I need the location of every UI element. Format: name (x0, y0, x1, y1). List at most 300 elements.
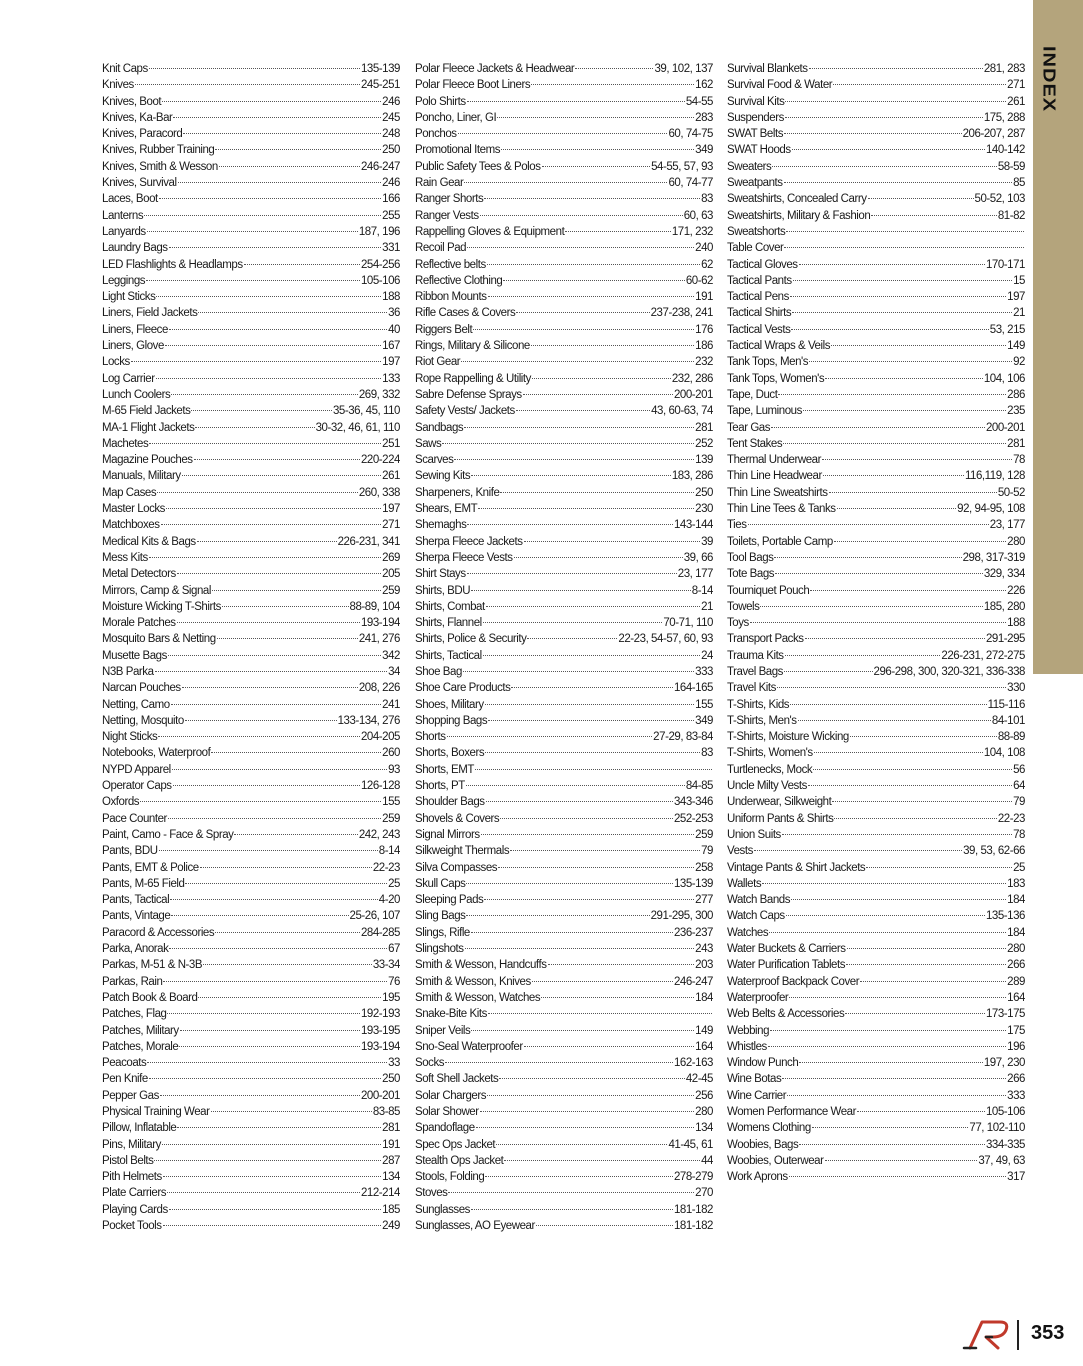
index-pages: 205 (382, 568, 400, 581)
index-entry (102, 908, 400, 924)
dot-leader (471, 475, 671, 476)
index-term: Mess Kits (102, 551, 148, 564)
index-entry (727, 517, 1025, 533)
dot-leader (834, 541, 1006, 542)
dot-leader (448, 1192, 694, 1193)
index-term: Pants, Vintage (102, 910, 171, 923)
index-entry (415, 1169, 713, 1185)
dot-leader (461, 361, 694, 362)
index-entry (102, 941, 400, 957)
index-entry (727, 126, 1025, 142)
index-term: Sling Bags (415, 910, 466, 923)
dot-leader (171, 394, 358, 395)
dot-leader (497, 117, 694, 118)
index-pages: 246 (382, 177, 400, 190)
dot-leader (163, 1225, 382, 1226)
dot-leader (197, 541, 337, 542)
index-entry (415, 762, 713, 778)
index-entry (727, 420, 1025, 436)
index-term: Shoe Bag (415, 665, 462, 678)
index-pages: 266 (1007, 959, 1025, 972)
index-pages: 164 (1007, 991, 1025, 1004)
index-pages: 291-295, 300 (650, 910, 713, 923)
dot-leader (760, 606, 982, 607)
index-pages: 298, 317-319 (962, 551, 1025, 564)
index-pages: 242, 243 (358, 828, 400, 841)
dot-leader (467, 101, 685, 102)
index-term: NYPD Apparel (102, 763, 171, 776)
index-pages: 79 (701, 845, 713, 858)
index-pages: 67 (388, 943, 400, 956)
dot-leader (131, 361, 381, 362)
index-term: Turtlenecks, Mock (727, 763, 813, 776)
dot-leader (857, 1111, 985, 1112)
index-entry (727, 338, 1025, 354)
index-entry (102, 240, 400, 256)
dot-leader (511, 687, 672, 688)
dot-leader (194, 459, 360, 460)
dot-leader (483, 622, 663, 623)
index-term: Light Sticks (102, 291, 156, 304)
index-pages: 333 (695, 665, 713, 678)
index-term: Shirts, Combat (415, 600, 485, 613)
index-entry (727, 778, 1025, 794)
dot-leader (177, 573, 381, 574)
index-entry (727, 436, 1025, 452)
index-pages: 70-71, 110 (663, 617, 713, 630)
dot-leader (501, 149, 694, 150)
index-entry (102, 762, 400, 778)
index-term: Towels (727, 600, 760, 613)
index-entry (727, 550, 1025, 566)
index-term: Tactical Gloves (727, 258, 798, 271)
dot-leader (157, 492, 358, 493)
index-term: MA-1 Flight Jackets (102, 421, 195, 434)
index-term: Knives, Boot (102, 95, 162, 108)
index-entry (102, 957, 400, 973)
index-term: Shorts (415, 731, 446, 744)
index-pages: 22-23 (372, 861, 400, 874)
index-pages: 50-52 (997, 486, 1025, 499)
dot-leader (159, 850, 378, 851)
index-term: Survival Kits (727, 95, 785, 108)
index-pages: 83-85 (372, 1106, 400, 1118)
index-term: Ponchos (415, 128, 457, 141)
index-term: Tear Gas (727, 421, 771, 434)
index-entry (727, 534, 1025, 550)
dot-leader (203, 964, 372, 965)
dot-leader (769, 932, 1006, 933)
index-entry (727, 762, 1025, 778)
dot-leader (185, 720, 337, 721)
index-entry (102, 1218, 400, 1234)
index-term: Sunglasses, AO Eyewear (415, 1220, 535, 1233)
index-entry (415, 436, 713, 452)
index-column-1 (102, 61, 400, 1234)
index-term: Sherpa Fleece Jackets (415, 535, 523, 548)
index-pages: 280 (695, 1106, 713, 1118)
index-term: Parkas, Rain (102, 975, 163, 988)
dot-leader (803, 410, 1006, 411)
dot-leader (483, 655, 700, 656)
index-term: Thin Line Tees & Tanks (727, 503, 836, 516)
index-term: Lanterns (102, 209, 144, 222)
index-entry (102, 1071, 400, 1087)
index-entry (415, 468, 713, 484)
index-term: Locks (102, 356, 130, 369)
index-pages: 243 (695, 943, 713, 956)
index-pages: 34 (388, 665, 400, 678)
dot-leader (480, 215, 683, 216)
dot-leader (770, 1030, 1006, 1031)
dot-leader (831, 345, 1006, 346)
index-pages: 22-23, 54-57, 60, 93 (618, 633, 713, 646)
dot-leader (475, 769, 712, 770)
index-pages: 286 (1007, 388, 1025, 401)
dot-leader (465, 948, 695, 949)
dot-leader (160, 1095, 360, 1096)
index-pages: 164 (695, 1040, 713, 1053)
index-entry (415, 77, 713, 93)
index-term: Watches (727, 926, 769, 939)
index-pages: 181-182 (673, 1203, 713, 1216)
index-term: Knives, Rubber Training (102, 144, 215, 157)
index-term: T-Shirts, Men's (727, 714, 797, 727)
index-term: Transport Packs (727, 633, 804, 646)
index-pages: 35-36, 45, 110 (332, 405, 400, 418)
dot-leader (510, 850, 700, 851)
index-entry (415, 697, 713, 713)
index-pages: 226 (1007, 584, 1025, 597)
dot-leader (445, 1062, 673, 1063)
index-term: Polo Shirts (415, 95, 466, 108)
index-entry (415, 876, 713, 892)
dot-leader (485, 1176, 673, 1177)
index-pages: 281 (1007, 437, 1025, 450)
index-entry (415, 224, 713, 240)
index-entry (415, 420, 713, 436)
index-term: T-Shirts, Women's (727, 747, 813, 760)
index-term: Sweatpants (727, 177, 783, 190)
dot-leader (784, 133, 962, 134)
index-entry (102, 794, 400, 810)
index-entry (727, 990, 1025, 1006)
index-entry (415, 990, 713, 1006)
index-entry (102, 224, 400, 240)
index-entry (102, 778, 400, 794)
index-pages: 245-251 (360, 79, 400, 92)
index-entry (727, 1169, 1025, 1185)
index-pages: 235 (1007, 405, 1025, 418)
index-term: Mosquito Bars & Netting (102, 633, 216, 646)
index-entry (727, 403, 1025, 419)
dot-leader (754, 850, 962, 851)
index-pages: 255 (382, 209, 400, 222)
dot-leader (868, 198, 974, 199)
index-entry (727, 1055, 1025, 1071)
index-term: Liners, Field Jackets (102, 307, 198, 320)
index-term: T-Shirts, Moisture Wicking (727, 731, 849, 744)
index-term: Pen Knife (102, 1073, 148, 1086)
index-term: Watch Caps (727, 910, 785, 923)
index-entry (415, 1137, 713, 1153)
dot-leader (847, 948, 1007, 949)
index-term: Rope Rappelling & Utility (415, 372, 531, 385)
index-pages: 22-23 (997, 812, 1025, 825)
index-term: Operator Caps (102, 780, 172, 793)
index-pages: 195 (382, 991, 400, 1004)
index-entry (727, 1104, 1025, 1120)
index-term: Ranger Vests (415, 209, 479, 222)
index-term: Mirrors, Camp & Signal (102, 584, 211, 597)
dot-leader (447, 736, 653, 737)
index-entry (727, 860, 1025, 876)
dot-leader (813, 769, 1012, 770)
index-entry (102, 990, 400, 1006)
index-term: Tactical Pants (727, 274, 792, 287)
index-term: Tape, Duct (727, 388, 778, 401)
index-pages: 76 (388, 975, 400, 988)
index-entry (727, 1071, 1025, 1087)
index-term: Watch Bands (727, 894, 791, 907)
index-term: Thin Line Sweatshirts (727, 486, 828, 499)
dot-leader (177, 622, 360, 623)
index-entry (102, 126, 400, 142)
dot-leader (532, 981, 673, 982)
dot-leader (182, 687, 358, 688)
index-term: SWAT Hoods (727, 144, 791, 157)
index-pages: 296-298, 300, 320-321, 336-338 (873, 665, 1025, 678)
index-entry (415, 1104, 713, 1120)
index-pages: 104, 108 (983, 747, 1025, 760)
index-entry (415, 1202, 713, 1218)
index-pages: 184 (695, 991, 713, 1004)
index-entry (415, 843, 713, 859)
index-entry (727, 354, 1025, 370)
dot-leader (846, 964, 1006, 965)
index-entry (415, 827, 713, 843)
index-entry (415, 615, 713, 631)
dot-leader (156, 296, 381, 297)
index-pages: 30-32, 46, 61, 110 (315, 421, 400, 434)
index-pages: 105-106 (985, 1106, 1025, 1118)
index-pages: 93 (388, 763, 400, 776)
dot-leader (496, 1144, 667, 1145)
dot-leader (217, 638, 358, 639)
dot-leader (467, 247, 694, 248)
index-term: Leggings (102, 274, 146, 287)
index-entry (415, 175, 713, 191)
index-term: Waterproof Backpack Cover (727, 975, 860, 988)
index-entry (415, 191, 713, 207)
dot-leader (173, 785, 360, 786)
dot-leader (158, 736, 360, 737)
dot-leader (155, 671, 388, 672)
dot-leader (524, 1046, 694, 1047)
index-term: Playing Cards (102, 1203, 168, 1216)
index-term: Smith & Wesson, Handcuffs (415, 959, 547, 972)
index-pages: 39, 66 (683, 551, 713, 564)
dot-leader (442, 443, 694, 444)
index-term: Shorts, Boxers (415, 747, 485, 760)
index-term: Slings, Rifle (415, 926, 470, 939)
index-term: Sweatshorts (727, 225, 786, 238)
index-term: Wine Botas (727, 1073, 782, 1086)
dot-leader (140, 801, 381, 802)
dot-leader (488, 1013, 712, 1014)
index-entry (102, 1120, 400, 1136)
index-pages: 149 (1007, 340, 1025, 353)
index-pages: 230 (695, 503, 713, 516)
index-pages: 250 (695, 486, 713, 499)
index-term: T-Shirts, Kids (727, 698, 790, 711)
dot-leader (211, 752, 381, 753)
index-entry (727, 680, 1025, 696)
index-pages: 251 (382, 437, 400, 450)
dot-leader (777, 687, 1006, 688)
index-pages: 134 (695, 1122, 713, 1135)
dot-leader (787, 1095, 1006, 1096)
index-pages: 289 (1007, 975, 1025, 988)
index-entry (415, 110, 713, 126)
index-entry (415, 941, 713, 957)
index-term: Water Buckets & Carriers (727, 943, 846, 956)
index-term: Sherpa Fleece Vests (415, 551, 513, 564)
index-entry (415, 61, 713, 77)
dot-leader (173, 117, 381, 118)
dot-leader (212, 590, 381, 591)
index-term: Wine Carrier (727, 1089, 787, 1102)
index-term: Knives, Paracord (102, 128, 183, 141)
index-pages: 41-45, 61 (668, 1138, 713, 1151)
index-term: Thermal Underwear (727, 454, 821, 467)
index-entry (727, 941, 1025, 957)
index-pages: 317 (1007, 1171, 1025, 1184)
index-entry (102, 371, 400, 387)
dot-leader (784, 182, 1012, 183)
dot-leader (171, 915, 348, 916)
index-pages: 37, 49, 63 (978, 1154, 1025, 1167)
dot-leader (167, 1013, 359, 1014)
index-entry (415, 550, 713, 566)
index-term: Pants, BDU (102, 845, 158, 858)
dot-leader (825, 1160, 978, 1161)
index-pages: 261 (382, 470, 400, 483)
dot-leader (782, 834, 1012, 835)
dot-leader (466, 915, 649, 916)
index-term: Sno-Seal Waterproofer (415, 1040, 523, 1053)
index-pages: 83 (701, 747, 713, 760)
index-entry (727, 664, 1025, 680)
dot-leader (782, 1078, 1006, 1079)
dot-leader (778, 394, 1006, 395)
index-term: Night Sticks (102, 731, 158, 744)
index-term: Vintage Pants & Shirt Jackets (727, 861, 866, 874)
index-term: Tank Tops, Men's (727, 356, 809, 369)
index-term: Shorts, PT (415, 780, 465, 793)
index-pages: 171, 232 (671, 225, 713, 238)
dot-leader (169, 948, 387, 949)
dot-leader (783, 443, 1006, 444)
index-pages: 167 (382, 340, 400, 353)
dot-leader (485, 704, 694, 705)
index-entry (102, 745, 400, 761)
index-entry (727, 697, 1025, 713)
index-entry (102, 322, 400, 338)
index-entry (415, 648, 713, 664)
index-entry (102, 452, 400, 468)
index-entry (727, 892, 1025, 908)
index-pages: 181-182 (673, 1220, 713, 1233)
index-pages: 191 (695, 291, 713, 304)
index-pages: 133-134, 276 (337, 714, 400, 727)
index-entry (415, 713, 713, 729)
index-entry (415, 257, 713, 273)
index-term: Tote Bags (727, 568, 775, 581)
dot-leader (775, 573, 983, 574)
index-entry (102, 974, 400, 990)
index-entry (102, 175, 400, 191)
index-pages: 259 (382, 584, 400, 597)
index-term: Silva Compasses (415, 861, 498, 874)
index-term: Laces, Boot (102, 193, 158, 206)
dot-leader (789, 1176, 1006, 1177)
index-pages: 8-14 (378, 845, 400, 858)
index-entry (727, 648, 1025, 664)
dot-leader (789, 997, 1006, 998)
dot-leader (159, 198, 381, 199)
index-pages: 15 (1013, 274, 1025, 287)
dot-leader (768, 1046, 1006, 1047)
dot-leader (244, 264, 360, 265)
index-entry (102, 354, 400, 370)
index-entry (102, 827, 400, 843)
index-pages: 269 (382, 551, 400, 564)
index-term: Patches, Flag (102, 1008, 167, 1021)
index-entry (415, 534, 713, 550)
index-pages: 266 (1007, 1073, 1025, 1086)
index-pages: 278-279 (673, 1171, 713, 1184)
index-entry (727, 322, 1025, 338)
dot-leader (810, 590, 1006, 591)
index-pages: 170-171 (985, 258, 1025, 271)
dot-leader (514, 557, 683, 558)
dot-leader (484, 899, 694, 900)
index-pages: 21 (1013, 307, 1025, 320)
index-term: Sniper Veils (415, 1024, 471, 1037)
index-pages: 25-26, 107 (349, 910, 400, 923)
index-term: Rifle Cases & Covers (415, 307, 516, 320)
index-term: Metal Detectors (102, 568, 176, 581)
dot-leader (500, 818, 673, 819)
index-term: Musette Bags (102, 649, 167, 662)
dot-leader (166, 508, 381, 509)
index-pages: 193-194 (360, 1040, 400, 1053)
index-entry (415, 371, 713, 387)
index-entry (102, 648, 400, 664)
index-term: Tactical Shirts (727, 307, 792, 320)
index-entry (102, 289, 400, 305)
index-entry (727, 599, 1025, 615)
dot-leader (790, 296, 1006, 297)
dot-leader (167, 1192, 360, 1193)
index-pages: 252-253 (673, 812, 713, 825)
index-pages: 232 (695, 356, 713, 369)
index-pages: 88-89 (997, 731, 1025, 744)
dot-leader (480, 1111, 695, 1112)
index-term: Paracord & Accessories (102, 926, 215, 939)
index-entry (415, 1023, 713, 1039)
